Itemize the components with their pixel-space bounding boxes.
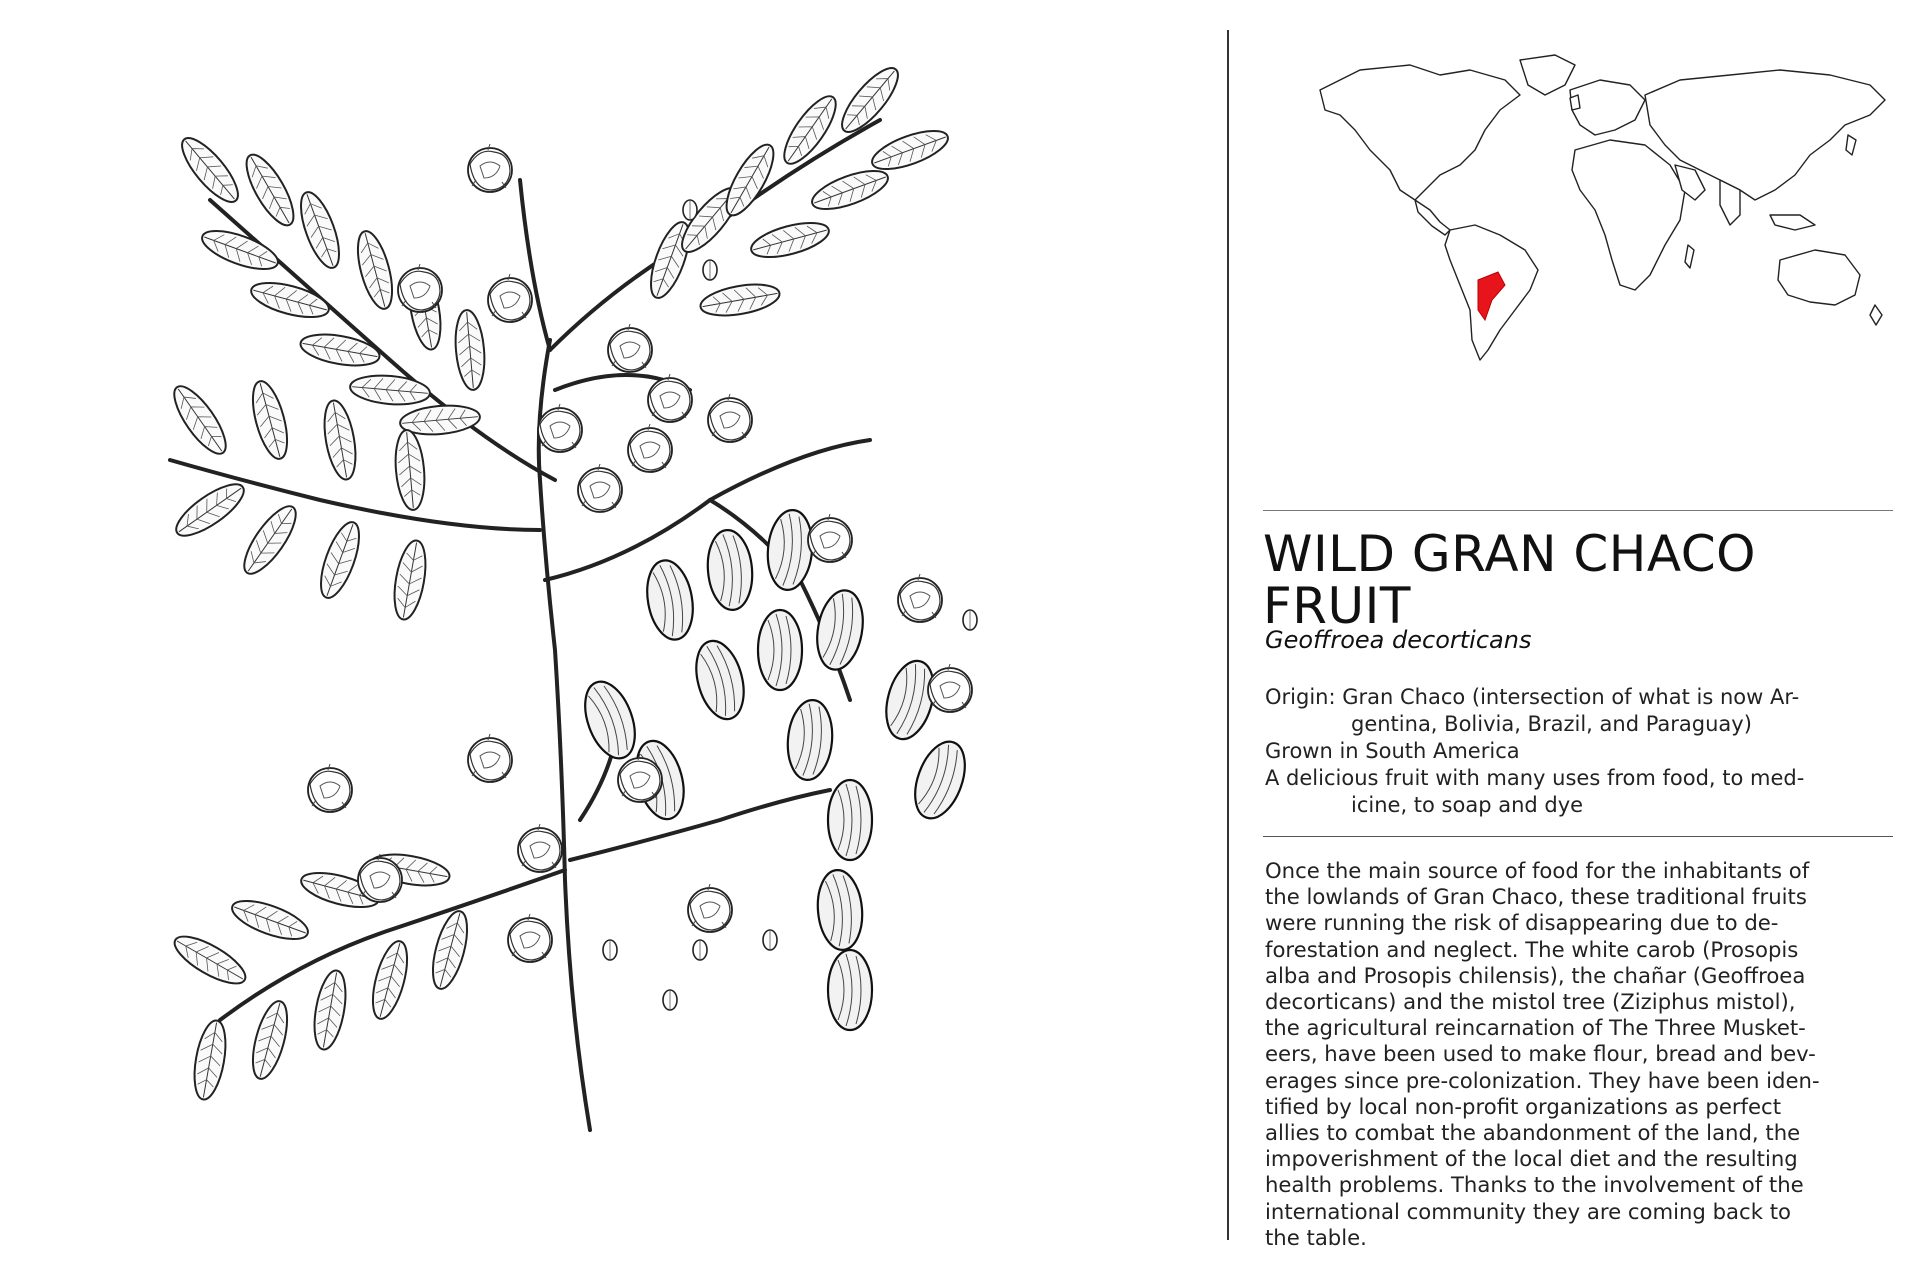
description-line: eers, have been used to make flour, bread and bev- [1265, 1041, 1816, 1067]
section-rule-bottom [1263, 836, 1893, 837]
description-line: the agricultural reincarnation of The Three Musket- [1265, 1015, 1806, 1041]
description-line: international community they are coming back to [1265, 1198, 1791, 1224]
vertical-divider [1227, 30, 1229, 1240]
scientific-name: Geoffroea decorticans [1265, 626, 1532, 654]
origin-value-line-2: gentina, Bolivia, Brazil, and Paraguay) [1351, 712, 1752, 736]
description-line: erages since pre-colonization. They have been iden- [1265, 1067, 1820, 1093]
description-line: tified by local non-profit organizations as perfect [1265, 1093, 1782, 1119]
title-line-1: WILD GRAN CHACO [1263, 525, 1756, 583]
world-map [1300, 40, 1900, 370]
description-paragraph [1265, 858, 1895, 1251]
title-line-2: FRUIT [1263, 577, 1411, 635]
uses-line-1: A delicious fruit with many uses from food, to med- [1265, 766, 1805, 790]
description-line: forestation and neglect. The white carob (Prosopis [1265, 936, 1799, 962]
fact-uses [1265, 765, 1905, 819]
description-line: decorticans) and the mistol tree (Ziziphus mistol), [1265, 989, 1796, 1015]
description-line: Once the main source of food for the inhabitants of [1265, 858, 1810, 883]
description-line: the lowlands of Gran Chaco, these traditional fruits [1265, 884, 1807, 910]
description-line: health problems. Thanks to the involvement of the [1265, 1172, 1804, 1198]
page-title [1263, 525, 1903, 635]
fact-origin [1265, 684, 1905, 738]
botanical-illustration [150, 60, 1110, 1260]
description-line: alba and Prosopis chilensis), the chañar (Geoffroea [1265, 962, 1806, 988]
description-line: impoverishment of the local diet and the resulting [1265, 1146, 1798, 1172]
section-rule-top [1263, 510, 1893, 511]
description-line: the table. [1265, 1224, 1367, 1250]
origin-value-line-1: Gran Chaco (intersection of what is now Ar- [1342, 685, 1800, 709]
uses-line-2: icine, to soap and dye [1351, 793, 1584, 817]
fact-grown: Grown in South America [1265, 739, 1520, 763]
origin-label: Origin: [1265, 685, 1336, 709]
description-line: allies to combat the abandonment of the land, the [1265, 1120, 1801, 1146]
description-line: were running the risk of disappearing due to de- [1265, 910, 1779, 936]
